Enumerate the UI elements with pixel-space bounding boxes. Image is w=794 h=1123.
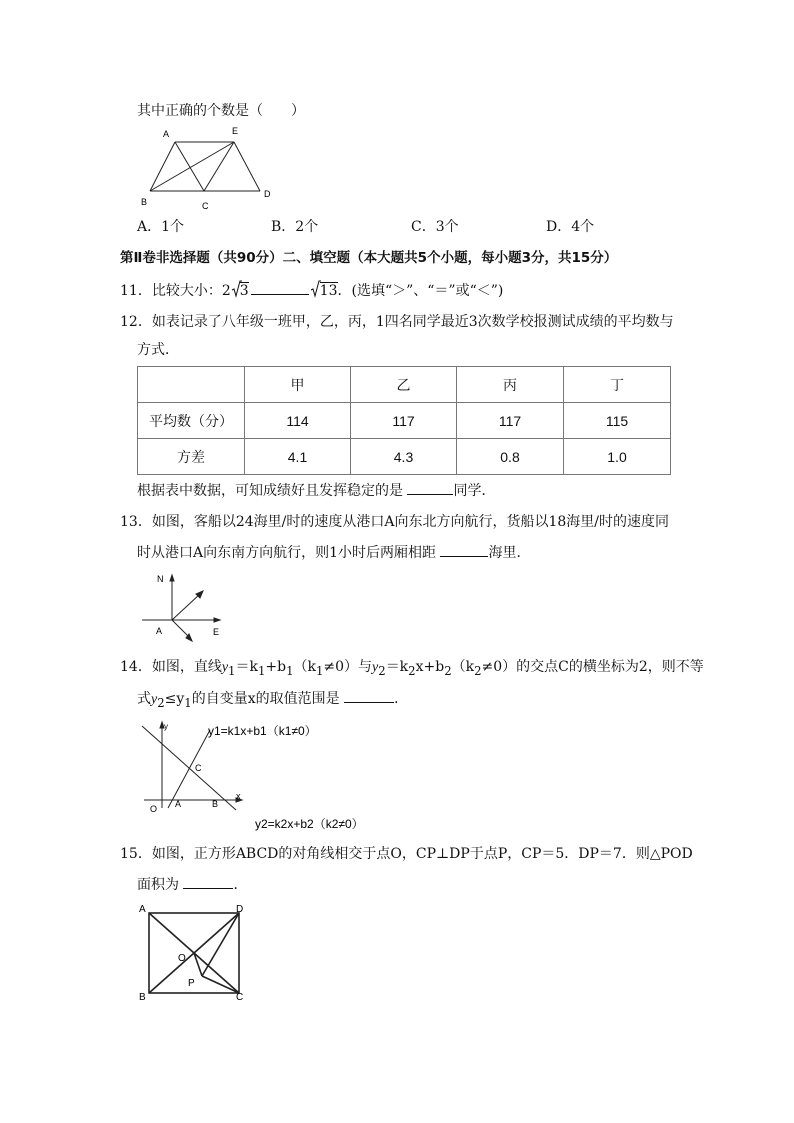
q15-label-a: A xyxy=(139,904,146,915)
q14-label-y: y xyxy=(164,722,168,731)
q15-line-2b: ． xyxy=(233,877,248,893)
q14-line-2 xyxy=(137,688,408,713)
q14-text: ＝k xyxy=(235,659,258,675)
q12-after xyxy=(137,480,495,501)
q14-y1: y xyxy=(221,660,229,675)
q11-radical-1 xyxy=(232,281,249,301)
q11-text-b: ．(选填“＞”、“＝”或“＜”) xyxy=(337,283,504,299)
q13-line-2b: 海里． xyxy=(488,545,531,561)
q14-sub: 2 xyxy=(444,663,452,678)
q10-label-e: E xyxy=(232,126,239,136)
q13-figure xyxy=(140,572,230,642)
q14-text: ≤y xyxy=(164,691,185,707)
q14-text: 式 xyxy=(137,691,151,707)
table-cell: 4.1 xyxy=(245,439,351,475)
q14-ineq: y xyxy=(151,692,158,707)
q10-label-b: B xyxy=(141,197,148,207)
table-cell: 0.8 xyxy=(457,439,564,475)
q10-label-d: D xyxy=(264,189,271,199)
q14-label-o: O xyxy=(150,804,158,814)
table-cell: 117 xyxy=(457,403,564,439)
q11-answer-blank[interactable] xyxy=(251,280,309,295)
table-row xyxy=(138,403,671,439)
q14-y2: y xyxy=(372,660,379,675)
q10-option-d: D．4个 xyxy=(546,219,595,235)
table-cell: 114 xyxy=(245,403,351,439)
q10-label-c: C xyxy=(202,201,209,211)
q14-sub: 2 xyxy=(474,663,482,678)
q11-text-a: 比较大小：2 xyxy=(151,283,231,299)
q11-radical-2 xyxy=(311,281,338,301)
q15-label-d: D xyxy=(236,904,244,915)
q11-rad1: 3 xyxy=(239,283,249,299)
q14-sub: 1 xyxy=(315,663,324,678)
table-cell: 方差 xyxy=(138,439,245,475)
q15-answer-blank[interactable] xyxy=(183,874,233,889)
q11-rad2: 13 xyxy=(319,283,338,299)
table-header-cell xyxy=(138,367,245,403)
q14-fig-y1: y1=k1x+b1（k1≠0） xyxy=(208,724,317,738)
q14-text: ＝k xyxy=(385,659,409,675)
q15-label-b: B xyxy=(139,992,146,1003)
q13-label-n: N xyxy=(157,574,164,584)
table-header-cell: 甲 xyxy=(245,367,351,403)
q14-sub: 1 xyxy=(228,663,236,678)
q15-label-p: P xyxy=(188,978,195,989)
q14-sub: 1 xyxy=(286,663,294,678)
q12-line-1: 12．如表记录了八年级一班甲，乙，丙，1四名同学最近3次数学校报测试成绩的平均数与 xyxy=(120,314,674,330)
q14-text: （k xyxy=(293,659,316,675)
q12-answer-blank[interactable] xyxy=(407,480,453,495)
q14-text: 的自变量x的取值范围是 xyxy=(191,691,345,707)
q10-option-c: C．3个 xyxy=(411,219,459,235)
q14-text: x+b xyxy=(415,659,445,675)
table-cell: 1.0 xyxy=(564,439,671,475)
q14-text: +b xyxy=(265,659,287,675)
q14-figure xyxy=(140,720,400,835)
q14-text: 14．如图，直线 xyxy=(120,659,222,675)
q14-sub: 1 xyxy=(257,663,266,678)
q15-line-1: 15．如图，正方形ABCD的对角线相交于点O，CP⊥DP于点P，CP＝5．DP＝7．则△POD xyxy=(120,846,693,862)
q13-answer-blank[interactable] xyxy=(440,542,488,557)
q14-text: ． xyxy=(394,691,409,707)
q12-after-b: 同学． xyxy=(453,483,496,499)
q14-label-x: x xyxy=(236,791,241,801)
q15-line-2a: 面积为 xyxy=(137,877,184,893)
table-header-cell: 丙 xyxy=(457,367,564,403)
q11-num: 11． xyxy=(120,283,152,299)
table-header-cell: 丁 xyxy=(564,367,671,403)
q13-line-2a: 时从港口A向东南方向航行，则1小时后两厢相距 xyxy=(137,545,441,561)
q14-label-a: A xyxy=(175,799,182,809)
q14-text: （k xyxy=(451,659,475,675)
q14-sub: 2 xyxy=(157,695,165,710)
q15-label-o: O xyxy=(178,953,186,964)
table-cell: 平均数（分） xyxy=(138,403,245,439)
table-header-row xyxy=(138,367,671,403)
q14-text: ≠0）的交点C的横坐标为2，则不等 xyxy=(481,659,704,675)
q10-option-a: A．1个 xyxy=(137,219,185,235)
table-header-cell: 乙 xyxy=(351,367,457,403)
q13-line-2 xyxy=(137,542,530,563)
table-cell: 115 xyxy=(564,403,671,439)
q14-text: ≠0）与 xyxy=(323,659,373,675)
q14-label-b: B xyxy=(212,799,219,809)
table-cell: 4.3 xyxy=(351,439,457,475)
q14-fig-y2: y2=k2x+b2（k2≠0） xyxy=(255,817,364,831)
q12-line-2: 方式． xyxy=(137,342,179,358)
q14-label-c: C xyxy=(195,763,202,773)
q14-sub: 2 xyxy=(378,663,386,678)
q13-label-a: A xyxy=(156,626,163,636)
q14-sub: 1 xyxy=(184,695,192,710)
q14-sub: 2 xyxy=(408,663,416,678)
q15-line-2 xyxy=(137,874,247,895)
q10-option-b: B．2个 xyxy=(271,219,319,235)
q11 xyxy=(120,280,503,301)
table-row xyxy=(138,439,671,475)
q13-line-1: 13．如图，客船以24海里/时的速度从港口A向东北方向航行，货船以18海里/时的速度同 xyxy=(120,514,669,530)
q12-after-a: 根据表中数据，可知成绩好且发挥稳定的是 xyxy=(137,483,408,499)
q14-line-1 xyxy=(120,657,704,681)
q13-label-e: E xyxy=(213,627,220,637)
q10-stem-end: 其中正确的个数是（ ） xyxy=(137,103,305,119)
q15-label-c: C xyxy=(236,992,244,1003)
table-cell: 117 xyxy=(351,403,457,439)
q10-figure xyxy=(140,125,280,210)
q10-label-a: A xyxy=(163,129,170,139)
q15-figure xyxy=(138,900,258,1005)
q12-table xyxy=(137,366,671,475)
section-header: 第Ⅱ卷非选择题（共90分）二、填空题（本大题共5个小题，每小题3分，共15分） xyxy=(120,250,618,266)
q14-answer-blank[interactable] xyxy=(344,688,394,703)
